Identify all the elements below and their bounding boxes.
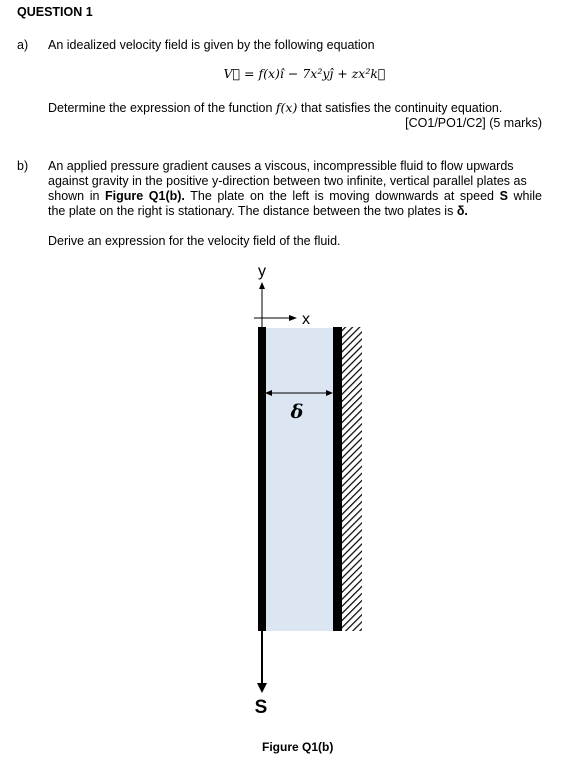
part-b-line-3-post: The plate on the left is moving downwards at speed bbox=[190, 189, 494, 203]
part-b-line-3-pre: shown in bbox=[48, 189, 100, 203]
part-a-label: a) bbox=[17, 38, 29, 52]
right-stationary-plate bbox=[333, 327, 342, 631]
figure-caption: Figure Q1(b) bbox=[262, 740, 334, 754]
part-b-line-1: An applied pressure gradient causes a viscous, incompressible fluid to flow upwards bbox=[48, 159, 514, 173]
speed-label: S bbox=[254, 697, 268, 718]
gap-symbol-text: δ. bbox=[456, 204, 468, 218]
figure-reference: Figure Q1(b). bbox=[105, 189, 185, 203]
part-b-label: b) bbox=[17, 159, 29, 173]
y-axis-label: y bbox=[258, 263, 266, 280]
part-b-line-3-end: while bbox=[513, 189, 542, 203]
part-a-task-prefix: Determine the expression of the function bbox=[48, 101, 273, 115]
question-title: QUESTION 1 bbox=[17, 5, 93, 19]
part-a-marks: [CO1/PO1/C2] (5 marks) bbox=[405, 116, 542, 130]
x-axis-label: x bbox=[302, 311, 310, 328]
y-axis-arrowhead bbox=[259, 282, 265, 289]
left-moving-plate bbox=[258, 327, 266, 631]
part-a-task-suffix: that satisfies the continuity equation. bbox=[300, 101, 503, 115]
wall-hatching bbox=[342, 327, 362, 631]
part-a-task-function: f(x) bbox=[275, 100, 298, 115]
speed-symbol-text: S bbox=[499, 189, 508, 203]
gap-label: δ bbox=[290, 401, 304, 423]
speed-arrowhead bbox=[257, 683, 267, 693]
part-b-task: Derive an expression for the velocity field of the fluid. bbox=[48, 234, 341, 248]
x-axis-arrowhead bbox=[289, 315, 297, 321]
part-b-line-2: against gravity in the positive y-direction between two infinite, vertical parallel plates as bbox=[48, 174, 527, 188]
fluid-region bbox=[266, 328, 333, 631]
velocity-equation-text: V⃗ = f(x)î − 7x²yĵ + zx²k⃗ bbox=[223, 66, 386, 81]
part-b-line-4-pre: the plate on the right is stationary. The distance between the two plates is bbox=[48, 204, 454, 218]
part-a-intro: An idealized velocity field is given by the following equation bbox=[48, 38, 375, 52]
